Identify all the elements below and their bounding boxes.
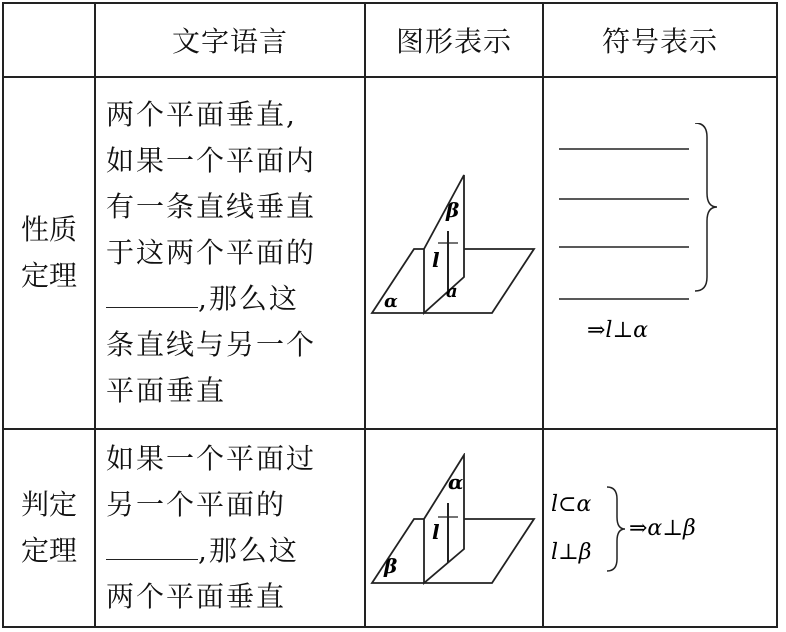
text-language-property bbox=[95, 77, 365, 429]
row-label-property bbox=[3, 77, 95, 429]
plane-label-beta: β bbox=[384, 554, 398, 578]
figure-property bbox=[365, 77, 543, 429]
right-brace bbox=[695, 123, 717, 291]
perpendicular-planes-figure bbox=[368, 173, 540, 333]
plane-label-alpha: α bbox=[384, 291, 398, 312]
row-label-line2: 定理 bbox=[20, 534, 77, 567]
line-label-l: l bbox=[432, 248, 440, 272]
header-empty bbox=[3, 3, 95, 77]
text-line: 两个平面垂直 bbox=[106, 580, 287, 613]
text-line-with-blank bbox=[106, 528, 364, 574]
text-line: 如果一个平面内 bbox=[106, 144, 317, 177]
text-language-criterion bbox=[95, 429, 365, 627]
row-label-line1: 性质 bbox=[20, 213, 77, 246]
fill-blank bbox=[106, 529, 198, 560]
symbol-result: ⇒α⊥β bbox=[629, 516, 696, 541]
text-line: 条直线与另一个 bbox=[106, 328, 317, 361]
symbol-property bbox=[543, 77, 777, 429]
theorem-table bbox=[2, 2, 778, 628]
row-label-line1: 判定 bbox=[20, 488, 77, 521]
symbol-result: ⇒l⊥α bbox=[587, 318, 649, 343]
symbol-condition-2: l⊥β bbox=[551, 540, 592, 565]
header-row bbox=[3, 3, 777, 77]
blank-suffix: ,那么这 bbox=[198, 534, 299, 567]
row-label-line2: 定理 bbox=[20, 259, 77, 292]
header-symbol: 符号表示 bbox=[543, 3, 777, 77]
symbol-condition-1: l⊂α bbox=[551, 492, 592, 517]
line-label-l: l bbox=[432, 520, 440, 544]
text-line: 另一个平面的 bbox=[106, 488, 287, 521]
row-label-criterion bbox=[3, 429, 95, 627]
text-line: 如果一个平面过 bbox=[106, 442, 317, 475]
figure-criterion bbox=[365, 429, 543, 627]
text-line: 平面垂直 bbox=[106, 374, 227, 407]
intersection-label-a: a bbox=[446, 281, 458, 302]
symbol-blanks bbox=[545, 123, 775, 383]
plane-label-alpha: α bbox=[448, 470, 464, 494]
symbol-conditions bbox=[545, 473, 775, 583]
perpendicular-planes-figure bbox=[368, 453, 540, 603]
text-line: 有一条直线垂直 bbox=[106, 190, 317, 223]
text-line: 两个平面垂直, bbox=[106, 98, 297, 131]
property-theorem-row bbox=[3, 77, 777, 429]
criterion-theorem-row bbox=[3, 429, 777, 627]
header-figure: 图形表示 bbox=[365, 3, 543, 77]
right-brace bbox=[607, 487, 625, 571]
fill-blank bbox=[106, 277, 198, 308]
text-line-with-blank bbox=[106, 276, 364, 322]
header-text-language: 文字语言 bbox=[95, 3, 365, 77]
plane-label-beta: β bbox=[446, 198, 460, 222]
blank-suffix: ,那么这 bbox=[198, 282, 299, 315]
symbol-criterion bbox=[543, 429, 777, 627]
text-line: 于这两个平面的 bbox=[106, 236, 317, 269]
